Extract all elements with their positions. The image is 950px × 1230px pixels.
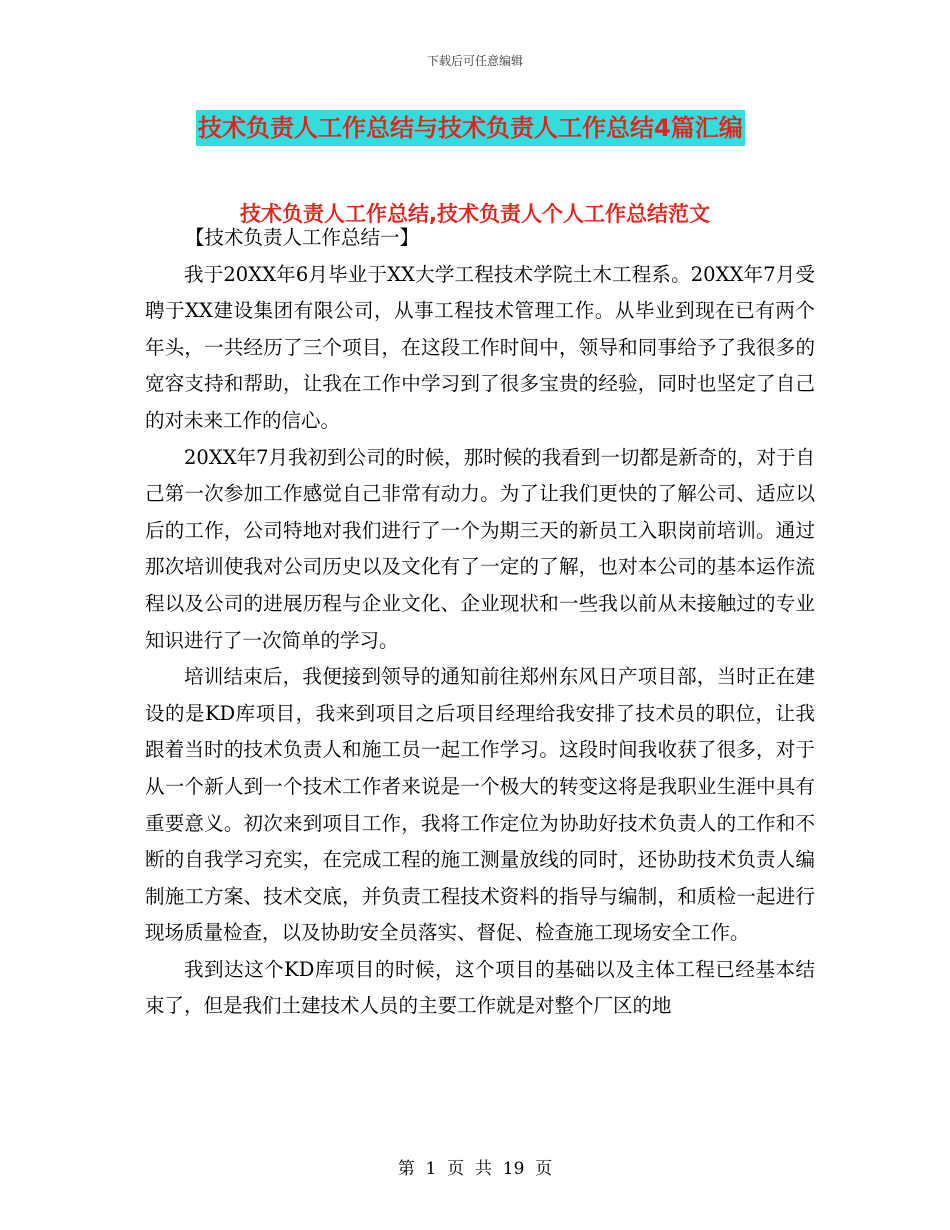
section-heading: 【技术负责人工作总结一】 — [185, 226, 420, 249]
page-number-footer: 第 1 页 共 19 页 — [397, 1159, 553, 1179]
body-paragraph-2: 20XX年7月我初到公司的时候，那时候的我看到一切都是新奇的，对于自己第一次参加工作感觉自己非常有动力。为了让我们更快的了解公司、适应以后的工作，公司特地对我们进行了一个为期三天的新员工入职岗前培训。通过那次培训使我对公司历史以及文化有了一定的了解，也对本公司的基本运作流程以及公司的进展历程与企业文化、企业现状和一些我以前从未接触过的专业知识进行了一次简单的学习。 — [145, 445, 815, 652]
body-paragraph-4: 我到达这个KD库项目的时候，这个项目的基础以及主体工程已经基本结束了，但是我们土建技术人员的主要工作就是对整个厂区的地 — [145, 957, 815, 1018]
body-paragraph-1: 我于20XX年6月毕业于XX大学工程技术学院土木工程系。20XX年7月受聘于XX建设集团有限公司，从事工程技术管理工作。从毕业到现在已有两个年头，一共经历了三个项目，在这段工作时间中，领导和同事给予了我很多的宽容支持和帮助，让我在工作中学习到了很多宝贵的经验，同时也坚定了自己的对未来工作的信心。 — [145, 262, 815, 432]
document-subtitle: 技术负责人工作总结,技术负责人个人工作总结范文 — [240, 202, 710, 226]
body-paragraph-3: 培训结束后，我便接到领导的通知前往郑州东风日产项目部，当时正在建设的是KD库项目，我来到项目之后项目经理给我安排了技术员的职位，让我跟着当时的技术负责人和施工员一起工作学习。这段时间我收获了很多，对于从一个新人到一个技术工作者来说是一个极大的转变这将是我职业生涯中具有重要意义。初次来到项目工作，我将工作定位为协助好技术负责人的工作和不断的自我学习充实，在完成工程的施工测量放线的同时，还协助技术负责人编制施工方案、技术交底，并负责工程技术资料的指导与编制，和质检一起进行现场质量检查，以及协助安全员落实、督促、检查施工现场安全工作。 — [145, 665, 815, 945]
header-note: 下载后可任意编辑 — [426, 54, 523, 68]
document-title: 技术负责人工作总结与技术负责人工作总结4篇汇编 — [196, 110, 745, 146]
document-body — [145, 220, 815, 1025]
